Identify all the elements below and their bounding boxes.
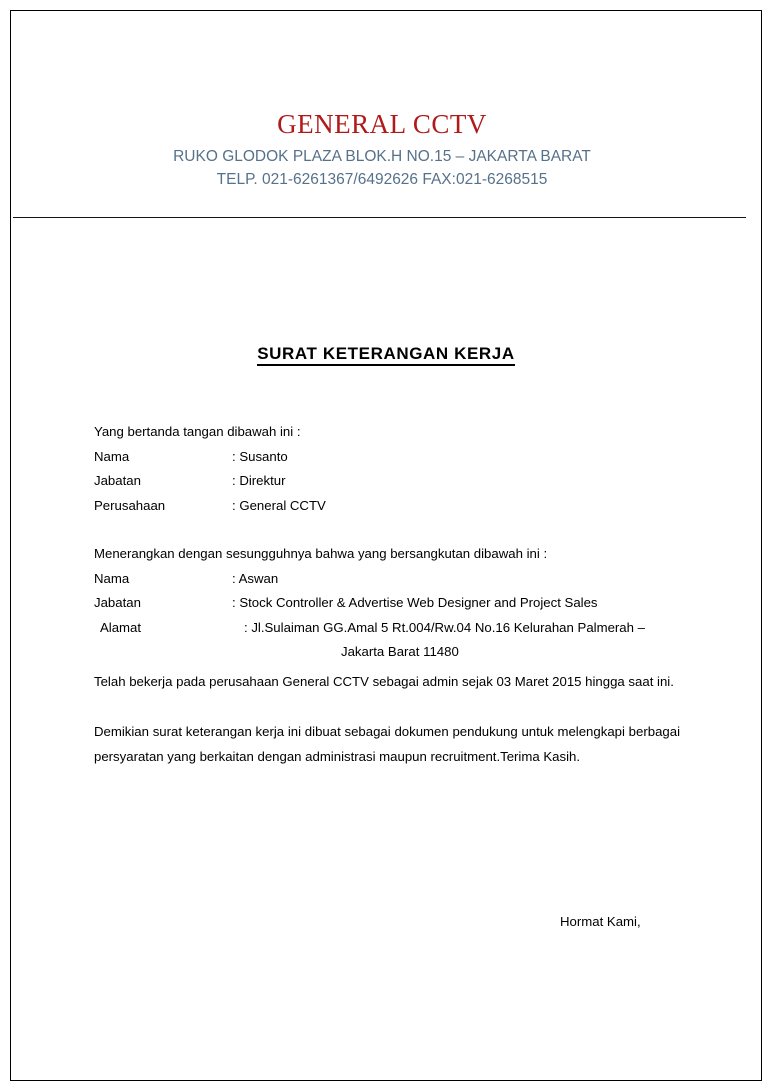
company-name: GENERAL CCTV	[277, 109, 487, 139]
closing-paragraph: Demikian surat keterangan kerja ini dibuat sebagai dokumen pendukung untuk melengkapi berbagai persyaratan yang berkaitan dengan administrasi maupun recruitment.Terima Kasih.	[94, 724, 680, 764]
field-value: : Jl.Sulaiman GG.Amal 5 Rt.004/Rw.04 No.16 Kelurahan Palmerah –	[244, 619, 645, 635]
field-value: : Stock Controller & Advertise Web Designer and Project Sales	[232, 595, 598, 610]
field-value: : Direktur	[232, 473, 286, 488]
document-title	[0, 344, 772, 364]
field-label: Jabatan	[94, 473, 141, 488]
signatory-intro: Yang bertanda tangan dibawah ini :	[94, 424, 301, 439]
field-value: : Susanto	[232, 448, 288, 464]
block-spacer	[94, 518, 680, 542]
company-address: RUKO GLODOK PLAZA BLOK.H NO.15 – JAKARTA BARAT	[173, 148, 591, 165]
employment-paragraph: Telah bekerja pada perusahaan General CCTV sebagai admin sejak 03 Maret 2015 hingga saat ini.	[94, 673, 674, 689]
field-label: Nama	[94, 570, 130, 586]
signatory-field-nama	[94, 445, 680, 470]
field-label: Perusahaan	[94, 497, 166, 513]
employee-address-continuation: Jakarta Barat 11480	[341, 644, 459, 659]
employee-field-jabatan	[94, 591, 680, 616]
letter-body	[94, 420, 680, 769]
letterhead	[12, 108, 752, 191]
document-title-text: SURAT KETERANGAN KERJA	[257, 344, 515, 366]
field-label: Nama	[94, 448, 130, 464]
company-contact: TELP. 021-6261367/6492626 FAX:021-6268515	[216, 171, 548, 188]
signatory-field-perusahaan	[94, 494, 680, 519]
employee-intro: Menerangkan dengan sesungguhnya bahwa yang bersangkutan dibawah ini :	[94, 546, 548, 561]
sign-off-text: Hormat Kami,	[560, 914, 641, 929]
employee-field-nama	[94, 567, 680, 592]
letterhead-divider	[13, 217, 746, 218]
field-value: : General CCTV	[232, 497, 326, 513]
signatory-field-jabatan	[94, 469, 680, 494]
field-value: : Aswan	[232, 570, 279, 586]
employee-field-alamat	[94, 616, 680, 641]
field-label: Jabatan	[94, 595, 141, 610]
field-label: Alamat	[100, 619, 142, 635]
